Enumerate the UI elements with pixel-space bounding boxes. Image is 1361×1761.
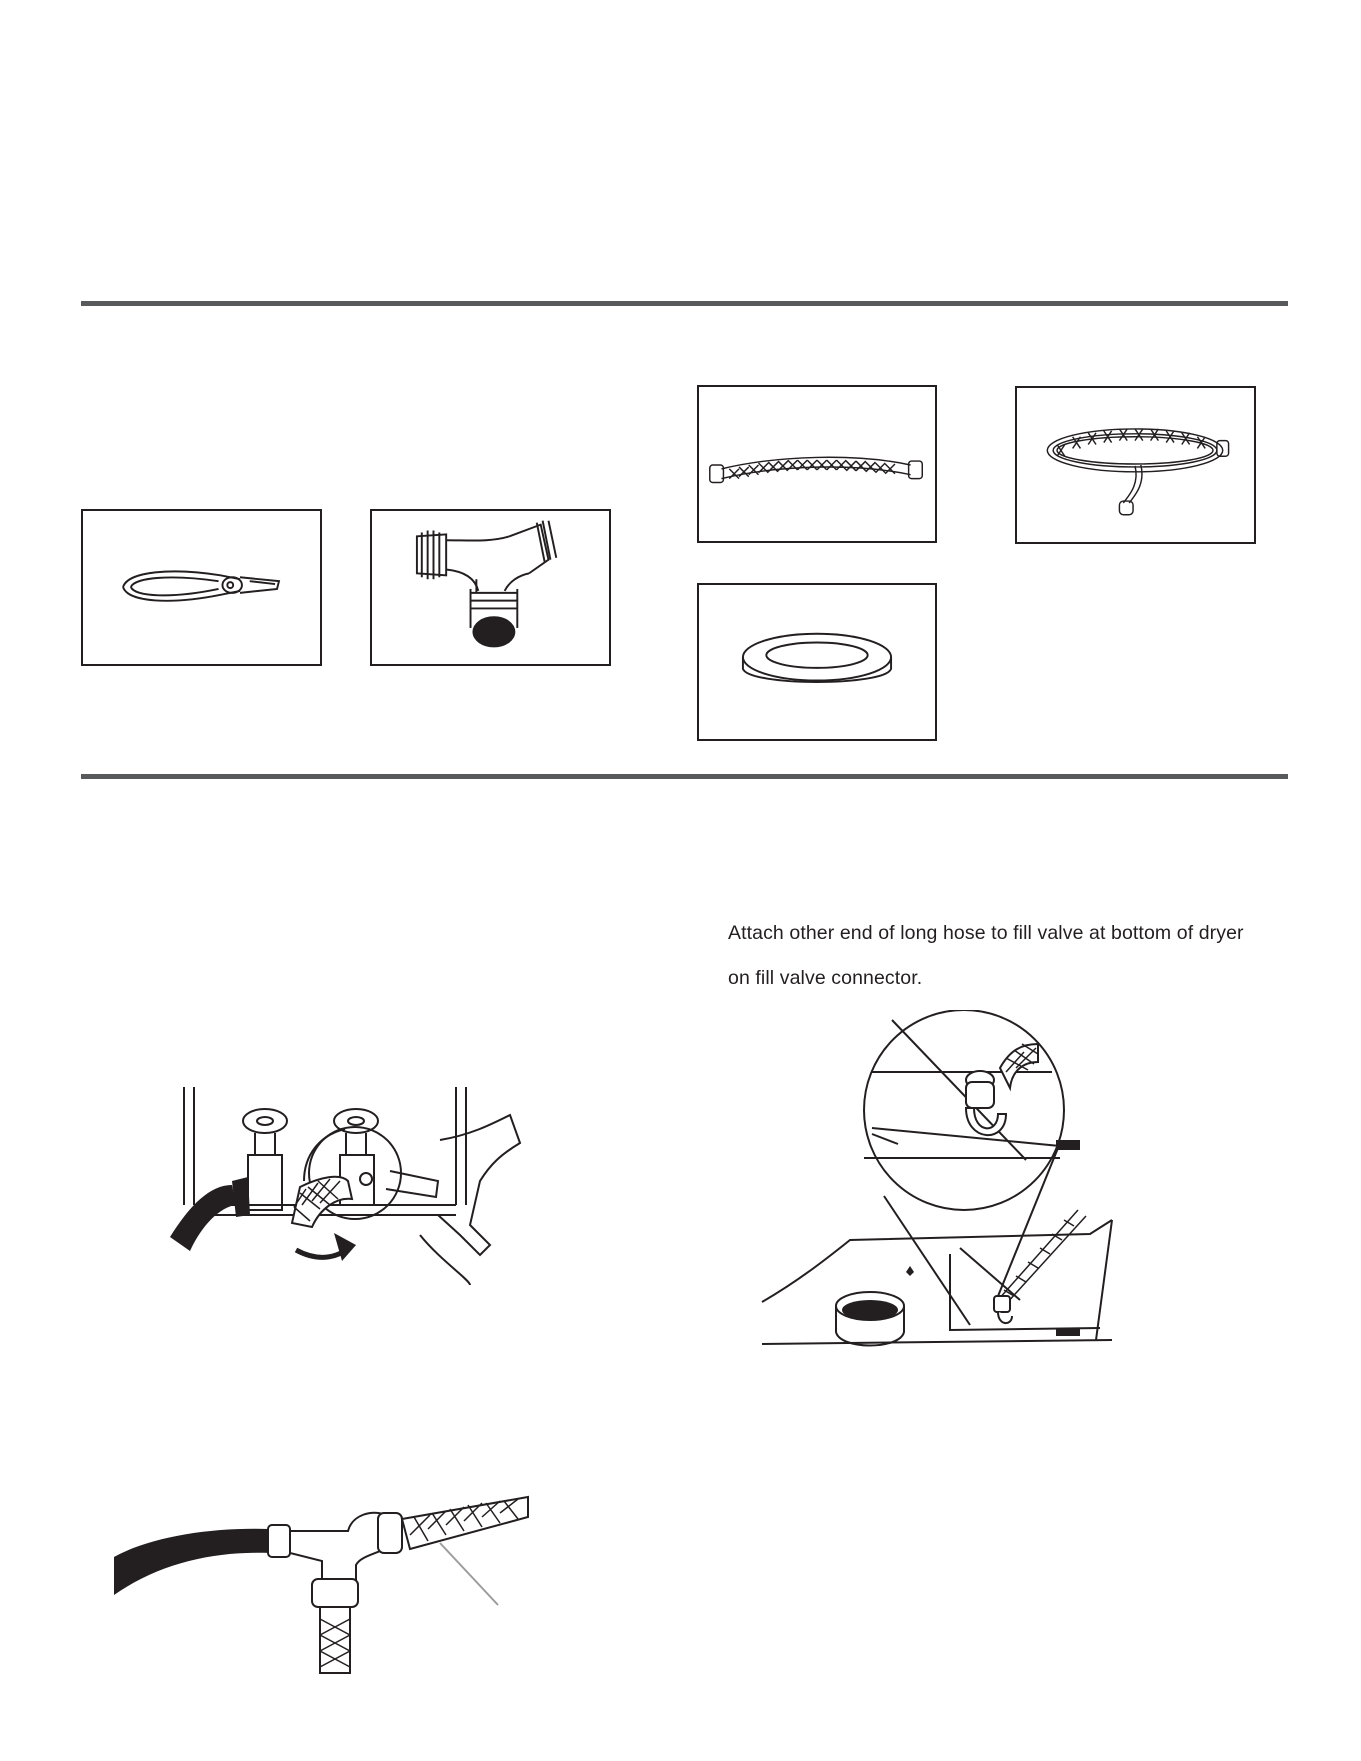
- pliers-part-box: [81, 509, 322, 666]
- short-hose-icon: [699, 387, 935, 541]
- y-connector-hose-illustration: [110, 1495, 530, 1685]
- fill-valve-dryer-illustration: [760, 1010, 1140, 1355]
- instruction-line-2: on fill valve connector.: [728, 967, 923, 989]
- bottom-section-rule: [81, 774, 1288, 779]
- long-hose-part-box: [1015, 386, 1256, 544]
- short-hose-part-box: [697, 385, 937, 543]
- top-section-rule: [81, 301, 1288, 306]
- y-connector-part-box: [370, 509, 611, 666]
- pliers-icon: [83, 511, 320, 664]
- rubber-washer-icon: [699, 585, 935, 739]
- y-connector-icon: [372, 511, 609, 664]
- faucet-wrench-illustration: [170, 1085, 550, 1305]
- long-hose-icon: [1017, 388, 1254, 542]
- rubber-washer-part-box: [697, 583, 937, 741]
- instruction-line-1: Attach other end of long hose to fill valve at bottom of dryer: [728, 922, 1244, 944]
